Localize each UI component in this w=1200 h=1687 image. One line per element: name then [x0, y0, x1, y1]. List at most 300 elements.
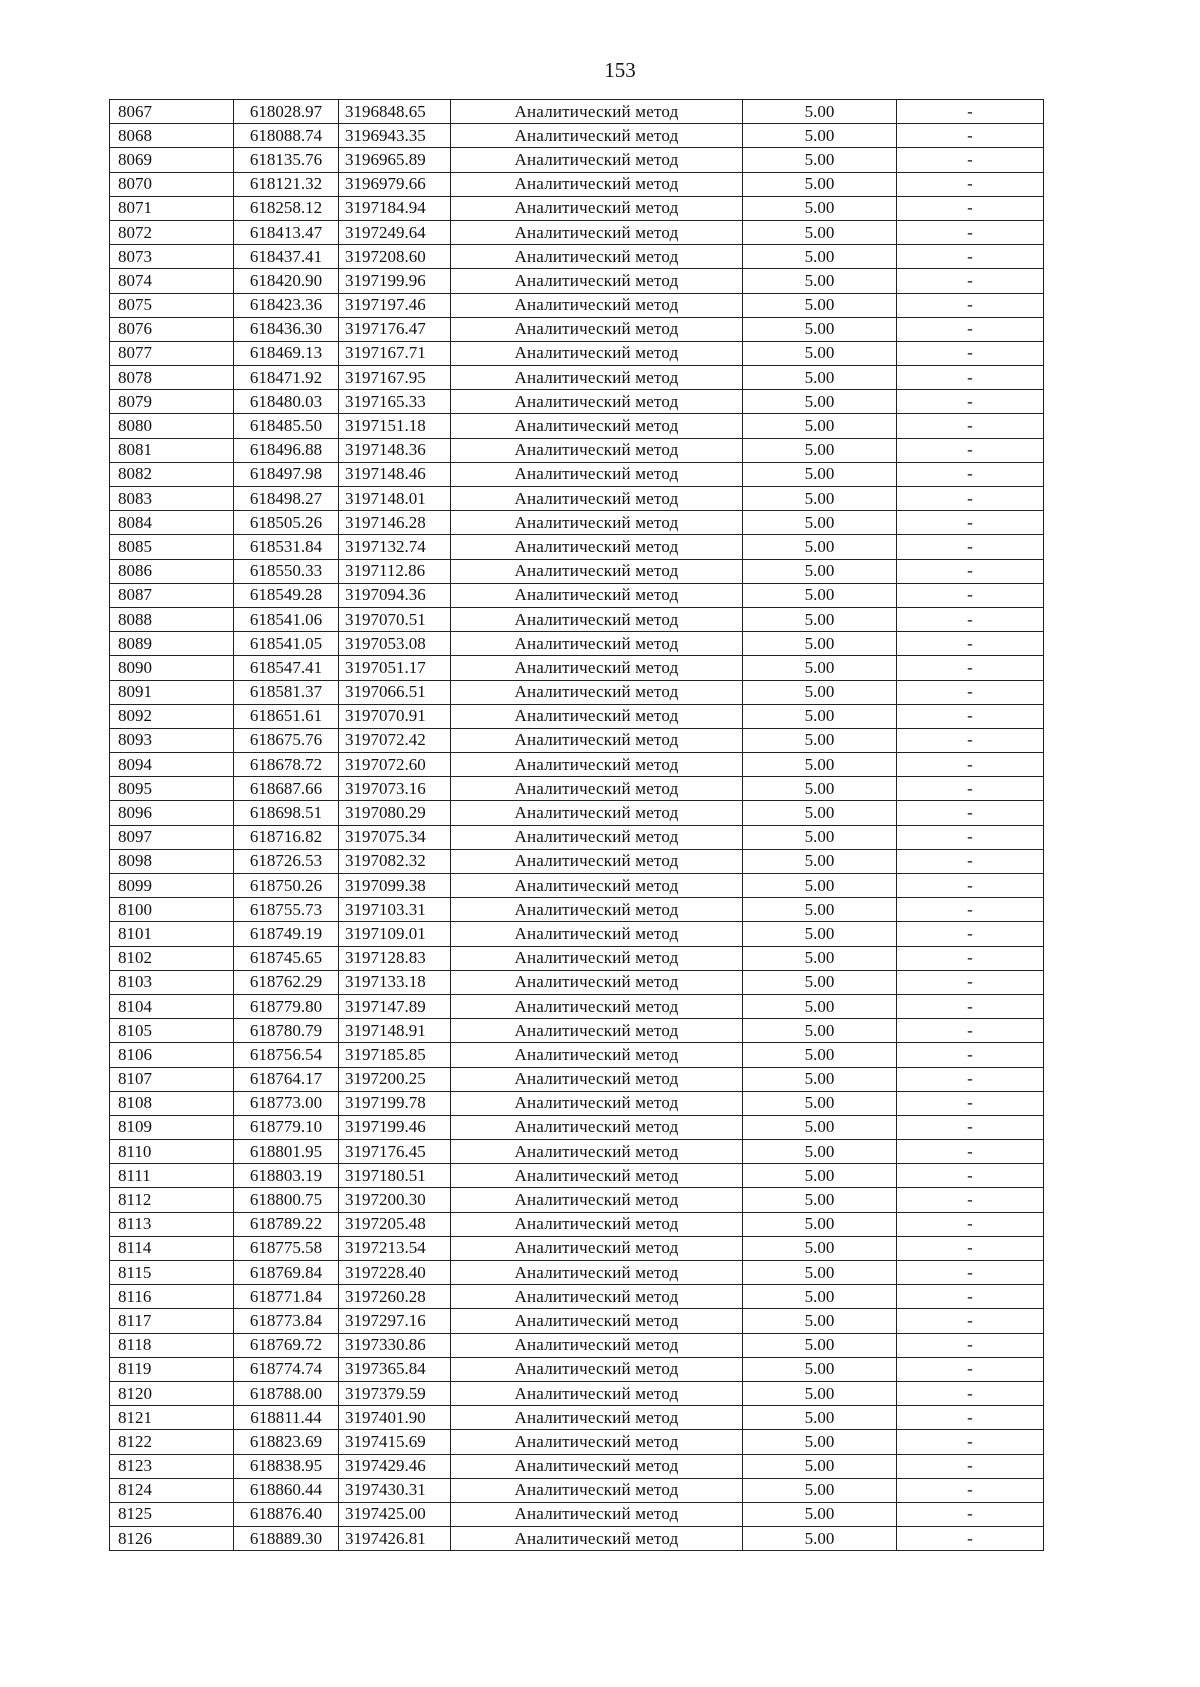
x-coordinate-cell: 618675.76 [234, 728, 339, 752]
method-cell: Аналитический метод [451, 100, 743, 124]
point-number-cell: 8095 [110, 777, 234, 801]
precision-cell: 5.00 [743, 269, 897, 293]
point-number-cell: 8074 [110, 269, 234, 293]
note-cell: - [897, 583, 1044, 607]
point-number-cell: 8123 [110, 1454, 234, 1478]
y-coordinate-cell: 3197297.16 [339, 1309, 451, 1333]
method-cell: Аналитический метод [451, 438, 743, 462]
point-number-cell: 8111 [110, 1164, 234, 1188]
note-cell: - [897, 1212, 1044, 1236]
table-row [110, 414, 1044, 438]
y-coordinate-cell: 3197249.64 [339, 220, 451, 244]
point-number-cell: 8083 [110, 487, 234, 511]
point-number-cell: 8075 [110, 293, 234, 317]
precision-cell: 5.00 [743, 1212, 897, 1236]
point-number-cell: 8082 [110, 462, 234, 486]
note-cell: - [897, 317, 1044, 341]
y-coordinate-cell: 3196943.35 [339, 124, 451, 148]
method-cell: Аналитический метод [451, 245, 743, 269]
precision-cell: 5.00 [743, 220, 897, 244]
x-coordinate-cell: 618469.13 [234, 341, 339, 365]
x-coordinate-cell: 618437.41 [234, 245, 339, 269]
note-cell: - [897, 341, 1044, 365]
note-cell: - [897, 535, 1044, 559]
y-coordinate-cell: 3197080.29 [339, 801, 451, 825]
method-cell: Аналитический метод [451, 1212, 743, 1236]
point-number-cell: 8098 [110, 849, 234, 873]
x-coordinate-cell: 618762.29 [234, 970, 339, 994]
y-coordinate-cell: 3197197.46 [339, 293, 451, 317]
y-coordinate-cell: 3197429.46 [339, 1454, 451, 1478]
point-number-cell: 8069 [110, 148, 234, 172]
table-row [110, 269, 1044, 293]
note-cell: - [897, 1454, 1044, 1478]
precision-cell: 5.00 [743, 1309, 897, 1333]
note-cell: - [897, 462, 1044, 486]
y-coordinate-cell: 3197415.69 [339, 1430, 451, 1454]
point-number-cell: 8105 [110, 1019, 234, 1043]
note-cell: - [897, 728, 1044, 752]
method-cell: Аналитический метод [451, 366, 743, 390]
precision-cell: 5.00 [743, 1067, 897, 1091]
note-cell: - [897, 100, 1044, 124]
method-cell: Аналитический метод [451, 632, 743, 656]
method-cell: Аналитический метод [451, 341, 743, 365]
precision-cell: 5.00 [743, 341, 897, 365]
precision-cell: 5.00 [743, 1091, 897, 1115]
x-coordinate-cell: 618823.69 [234, 1430, 339, 1454]
method-cell: Аналитический метод [451, 1430, 743, 1454]
point-number-cell: 8091 [110, 680, 234, 704]
y-coordinate-cell: 3197330.86 [339, 1333, 451, 1357]
point-number-cell: 8073 [110, 245, 234, 269]
point-number-cell: 8118 [110, 1333, 234, 1357]
point-number-cell: 8120 [110, 1381, 234, 1405]
point-number-cell: 8092 [110, 704, 234, 728]
precision-cell: 5.00 [743, 1188, 897, 1212]
point-number-cell: 8089 [110, 632, 234, 656]
x-coordinate-cell: 618801.95 [234, 1140, 339, 1164]
note-cell: - [897, 1309, 1044, 1333]
table-row [110, 438, 1044, 462]
method-cell: Аналитический метод [451, 1067, 743, 1091]
precision-cell: 5.00 [743, 922, 897, 946]
method-cell: Аналитический метод [451, 1333, 743, 1357]
point-number-cell: 8080 [110, 414, 234, 438]
y-coordinate-cell: 3197184.94 [339, 196, 451, 220]
y-coordinate-cell: 3197128.83 [339, 946, 451, 970]
point-number-cell: 8085 [110, 535, 234, 559]
x-coordinate-cell: 618779.10 [234, 1115, 339, 1139]
precision-cell: 5.00 [743, 1430, 897, 1454]
x-coordinate-cell: 618420.90 [234, 269, 339, 293]
y-coordinate-cell: 3197430.31 [339, 1478, 451, 1502]
precision-cell: 5.00 [743, 656, 897, 680]
point-number-cell: 8072 [110, 220, 234, 244]
precision-cell: 5.00 [743, 1019, 897, 1043]
precision-cell: 5.00 [743, 874, 897, 898]
y-coordinate-cell: 3197260.28 [339, 1285, 451, 1309]
x-coordinate-cell: 618485.50 [234, 414, 339, 438]
table-row [110, 124, 1044, 148]
y-coordinate-cell: 3197199.78 [339, 1091, 451, 1115]
method-cell: Аналитический метод [451, 172, 743, 196]
note-cell: - [897, 487, 1044, 511]
x-coordinate-cell: 618028.97 [234, 100, 339, 124]
y-coordinate-cell: 3197148.01 [339, 487, 451, 511]
precision-cell: 5.00 [743, 946, 897, 970]
x-coordinate-cell: 618651.61 [234, 704, 339, 728]
note-cell: - [897, 607, 1044, 631]
table-row [110, 1285, 1044, 1309]
y-coordinate-cell: 3197146.28 [339, 511, 451, 535]
method-cell: Аналитический метод [451, 487, 743, 511]
table-row [110, 172, 1044, 196]
method-cell: Аналитический метод [451, 1527, 743, 1551]
y-coordinate-cell: 3196979.66 [339, 172, 451, 196]
y-coordinate-cell: 3197148.46 [339, 462, 451, 486]
y-coordinate-cell: 3197075.34 [339, 825, 451, 849]
method-cell: Аналитический метод [451, 801, 743, 825]
note-cell: - [897, 680, 1044, 704]
y-coordinate-cell: 3197099.38 [339, 874, 451, 898]
x-coordinate-cell: 618471.92 [234, 366, 339, 390]
table-row [110, 753, 1044, 777]
table-row [110, 245, 1044, 269]
table-row [110, 100, 1044, 124]
y-coordinate-cell: 3197103.31 [339, 898, 451, 922]
precision-cell: 5.00 [743, 1261, 897, 1285]
table-row [110, 1527, 1044, 1551]
note-cell: - [897, 1430, 1044, 1454]
y-coordinate-cell: 3197167.71 [339, 341, 451, 365]
point-number-cell: 8100 [110, 898, 234, 922]
note-cell: - [897, 1502, 1044, 1526]
point-number-cell: 8103 [110, 970, 234, 994]
table-row [110, 1091, 1044, 1115]
table-row [110, 1357, 1044, 1381]
point-number-cell: 8110 [110, 1140, 234, 1164]
x-coordinate-cell: 618750.26 [234, 874, 339, 898]
table-row [110, 1430, 1044, 1454]
note-cell: - [897, 1261, 1044, 1285]
method-cell: Аналитический метод [451, 704, 743, 728]
x-coordinate-cell: 618764.17 [234, 1067, 339, 1091]
precision-cell: 5.00 [743, 100, 897, 124]
point-number-cell: 8068 [110, 124, 234, 148]
method-cell: Аналитический метод [451, 148, 743, 172]
note-cell: - [897, 1285, 1044, 1309]
precision-cell: 5.00 [743, 293, 897, 317]
method-cell: Аналитический метод [451, 753, 743, 777]
table-row [110, 946, 1044, 970]
x-coordinate-cell: 618749.19 [234, 922, 339, 946]
note-cell: - [897, 1236, 1044, 1260]
method-cell: Аналитический метод [451, 1140, 743, 1164]
precision-cell: 5.00 [743, 801, 897, 825]
table-row [110, 849, 1044, 873]
precision-cell: 5.00 [743, 487, 897, 511]
precision-cell: 5.00 [743, 172, 897, 196]
x-coordinate-cell: 618726.53 [234, 849, 339, 873]
table-row [110, 317, 1044, 341]
x-coordinate-cell: 618413.47 [234, 220, 339, 244]
point-number-cell: 8096 [110, 801, 234, 825]
table-row [110, 704, 1044, 728]
table-row [110, 994, 1044, 1018]
method-cell: Аналитический метод [451, 874, 743, 898]
method-cell: Аналитический метод [451, 1164, 743, 1188]
table-row [110, 390, 1044, 414]
method-cell: Аналитический метод [451, 1381, 743, 1405]
method-cell: Аналитический метод [451, 1261, 743, 1285]
precision-cell: 5.00 [743, 728, 897, 752]
point-number-cell: 8077 [110, 341, 234, 365]
x-coordinate-cell: 618505.26 [234, 511, 339, 535]
point-number-cell: 8125 [110, 1502, 234, 1526]
note-cell: - [897, 559, 1044, 583]
y-coordinate-cell: 3197199.46 [339, 1115, 451, 1139]
note-cell: - [897, 753, 1044, 777]
precision-cell: 5.00 [743, 1406, 897, 1430]
x-coordinate-cell: 618773.00 [234, 1091, 339, 1115]
table-row [110, 487, 1044, 511]
note-cell: - [897, 1067, 1044, 1091]
note-cell: - [897, 1019, 1044, 1043]
point-number-cell: 8076 [110, 317, 234, 341]
precision-cell: 5.00 [743, 1115, 897, 1139]
note-cell: - [897, 366, 1044, 390]
point-number-cell: 8078 [110, 366, 234, 390]
table-row [110, 1381, 1044, 1405]
point-number-cell: 8115 [110, 1261, 234, 1285]
table-row [110, 1502, 1044, 1526]
table-row [110, 535, 1044, 559]
note-cell: - [897, 414, 1044, 438]
x-coordinate-cell: 618780.79 [234, 1019, 339, 1043]
y-coordinate-cell: 3197213.54 [339, 1236, 451, 1260]
x-coordinate-cell: 618769.84 [234, 1261, 339, 1285]
y-coordinate-cell: 3197228.40 [339, 1261, 451, 1285]
method-cell: Аналитический метод [451, 511, 743, 535]
point-number-cell: 8087 [110, 583, 234, 607]
point-number-cell: 8081 [110, 438, 234, 462]
x-coordinate-cell: 618541.05 [234, 632, 339, 656]
note-cell: - [897, 1164, 1044, 1188]
method-cell: Аналитический метод [451, 680, 743, 704]
table-row [110, 1115, 1044, 1139]
x-coordinate-cell: 618581.37 [234, 680, 339, 704]
precision-cell: 5.00 [743, 583, 897, 607]
method-cell: Аналитический метод [451, 559, 743, 583]
x-coordinate-cell: 618775.58 [234, 1236, 339, 1260]
note-cell: - [897, 1043, 1044, 1067]
note-cell: - [897, 946, 1044, 970]
table-row [110, 1406, 1044, 1430]
y-coordinate-cell: 3197180.51 [339, 1164, 451, 1188]
table-row [110, 922, 1044, 946]
precision-cell: 5.00 [743, 1333, 897, 1357]
table-row [110, 680, 1044, 704]
x-coordinate-cell: 618436.30 [234, 317, 339, 341]
note-cell: - [897, 1091, 1044, 1115]
method-cell: Аналитический метод [451, 220, 743, 244]
note-cell: - [897, 994, 1044, 1018]
point-number-cell: 8119 [110, 1357, 234, 1381]
table-row [110, 825, 1044, 849]
note-cell: - [897, 245, 1044, 269]
precision-cell: 5.00 [743, 1043, 897, 1067]
method-cell: Аналитический метод [451, 1285, 743, 1309]
point-number-cell: 8126 [110, 1527, 234, 1551]
table-row [110, 898, 1044, 922]
y-coordinate-cell: 3197185.85 [339, 1043, 451, 1067]
point-number-cell: 8114 [110, 1236, 234, 1260]
x-coordinate-cell: 618550.33 [234, 559, 339, 583]
y-coordinate-cell: 3197176.45 [339, 1140, 451, 1164]
y-coordinate-cell: 3197208.60 [339, 245, 451, 269]
table-row [110, 632, 1044, 656]
table-row [110, 583, 1044, 607]
precision-cell: 5.00 [743, 970, 897, 994]
method-cell: Аналитический метод [451, 970, 743, 994]
point-number-cell: 8071 [110, 196, 234, 220]
precision-cell: 5.00 [743, 317, 897, 341]
point-number-cell: 8112 [110, 1188, 234, 1212]
point-number-cell: 8104 [110, 994, 234, 1018]
y-coordinate-cell: 3197200.25 [339, 1067, 451, 1091]
y-coordinate-cell: 3197133.18 [339, 970, 451, 994]
y-coordinate-cell: 3197053.08 [339, 632, 451, 656]
method-cell: Аналитический метод [451, 535, 743, 559]
note-cell: - [897, 220, 1044, 244]
x-coordinate-cell: 618771.84 [234, 1285, 339, 1309]
precision-cell: 5.00 [743, 1478, 897, 1502]
note-cell: - [897, 1478, 1044, 1502]
table-row [110, 1140, 1044, 1164]
y-coordinate-cell: 3197148.36 [339, 438, 451, 462]
precision-cell: 5.00 [743, 438, 897, 462]
y-coordinate-cell: 3197082.32 [339, 849, 451, 873]
precision-cell: 5.00 [743, 1502, 897, 1526]
precision-cell: 5.00 [743, 535, 897, 559]
x-coordinate-cell: 618698.51 [234, 801, 339, 825]
x-coordinate-cell: 618755.73 [234, 898, 339, 922]
point-number-cell: 8070 [110, 172, 234, 196]
method-cell: Аналитический метод [451, 994, 743, 1018]
precision-cell: 5.00 [743, 753, 897, 777]
y-coordinate-cell: 3197200.30 [339, 1188, 451, 1212]
x-coordinate-cell: 618258.12 [234, 196, 339, 220]
method-cell: Аналитический метод [451, 390, 743, 414]
precision-cell: 5.00 [743, 124, 897, 148]
y-coordinate-cell: 3197199.96 [339, 269, 451, 293]
y-coordinate-cell: 3197070.91 [339, 704, 451, 728]
table-row [110, 801, 1044, 825]
precision-cell: 5.00 [743, 849, 897, 873]
method-cell: Аналитический метод [451, 414, 743, 438]
note-cell: - [897, 825, 1044, 849]
precision-cell: 5.00 [743, 366, 897, 390]
method-cell: Аналитический метод [451, 1309, 743, 1333]
point-number-cell: 8109 [110, 1115, 234, 1139]
note-cell: - [897, 1333, 1044, 1357]
precision-cell: 5.00 [743, 196, 897, 220]
precision-cell: 5.00 [743, 1164, 897, 1188]
y-coordinate-cell: 3197070.51 [339, 607, 451, 631]
note-cell: - [897, 511, 1044, 535]
method-cell: Аналитический метод [451, 196, 743, 220]
table-row [110, 1188, 1044, 1212]
x-coordinate-cell: 618773.84 [234, 1309, 339, 1333]
x-coordinate-cell: 618547.41 [234, 656, 339, 680]
table-row [110, 1164, 1044, 1188]
precision-cell: 5.00 [743, 994, 897, 1018]
x-coordinate-cell: 618135.76 [234, 148, 339, 172]
precision-cell: 5.00 [743, 1527, 897, 1551]
method-cell: Аналитический метод [451, 849, 743, 873]
method-cell: Аналитический метод [451, 1019, 743, 1043]
note-cell: - [897, 704, 1044, 728]
y-coordinate-cell: 3197112.86 [339, 559, 451, 583]
table-row [110, 1454, 1044, 1478]
table-row [110, 777, 1044, 801]
y-coordinate-cell: 3197066.51 [339, 680, 451, 704]
x-coordinate-cell: 618838.95 [234, 1454, 339, 1478]
x-coordinate-cell: 618498.27 [234, 487, 339, 511]
y-coordinate-cell: 3197165.33 [339, 390, 451, 414]
precision-cell: 5.00 [743, 245, 897, 269]
method-cell: Аналитический метод [451, 607, 743, 631]
note-cell: - [897, 1357, 1044, 1381]
method-cell: Аналитический метод [451, 583, 743, 607]
precision-cell: 5.00 [743, 1381, 897, 1405]
y-coordinate-cell: 3197401.90 [339, 1406, 451, 1430]
point-number-cell: 8086 [110, 559, 234, 583]
table-row [110, 656, 1044, 680]
y-coordinate-cell: 3197148.91 [339, 1019, 451, 1043]
x-coordinate-cell: 618716.82 [234, 825, 339, 849]
x-coordinate-cell: 618088.74 [234, 124, 339, 148]
y-coordinate-cell: 3197425.00 [339, 1502, 451, 1526]
method-cell: Аналитический метод [451, 1406, 743, 1430]
x-coordinate-cell: 618860.44 [234, 1478, 339, 1502]
y-coordinate-cell: 3197072.60 [339, 753, 451, 777]
x-coordinate-cell: 618876.40 [234, 1502, 339, 1526]
point-number-cell: 8090 [110, 656, 234, 680]
precision-cell: 5.00 [743, 462, 897, 486]
note-cell: - [897, 1381, 1044, 1405]
precision-cell: 5.00 [743, 1236, 897, 1260]
x-coordinate-cell: 618687.66 [234, 777, 339, 801]
table-row [110, 1478, 1044, 1502]
table-row [110, 728, 1044, 752]
y-coordinate-cell: 3197094.36 [339, 583, 451, 607]
note-cell: - [897, 922, 1044, 946]
x-coordinate-cell: 618788.00 [234, 1381, 339, 1405]
x-coordinate-cell: 618678.72 [234, 753, 339, 777]
table-row [110, 220, 1044, 244]
y-coordinate-cell: 3197109.01 [339, 922, 451, 946]
precision-cell: 5.00 [743, 148, 897, 172]
y-coordinate-cell: 3197365.84 [339, 1357, 451, 1381]
x-coordinate-cell: 618541.06 [234, 607, 339, 631]
note-cell: - [897, 124, 1044, 148]
x-coordinate-cell: 618800.75 [234, 1188, 339, 1212]
method-cell: Аналитический метод [451, 124, 743, 148]
x-coordinate-cell: 618497.98 [234, 462, 339, 486]
note-cell: - [897, 801, 1044, 825]
